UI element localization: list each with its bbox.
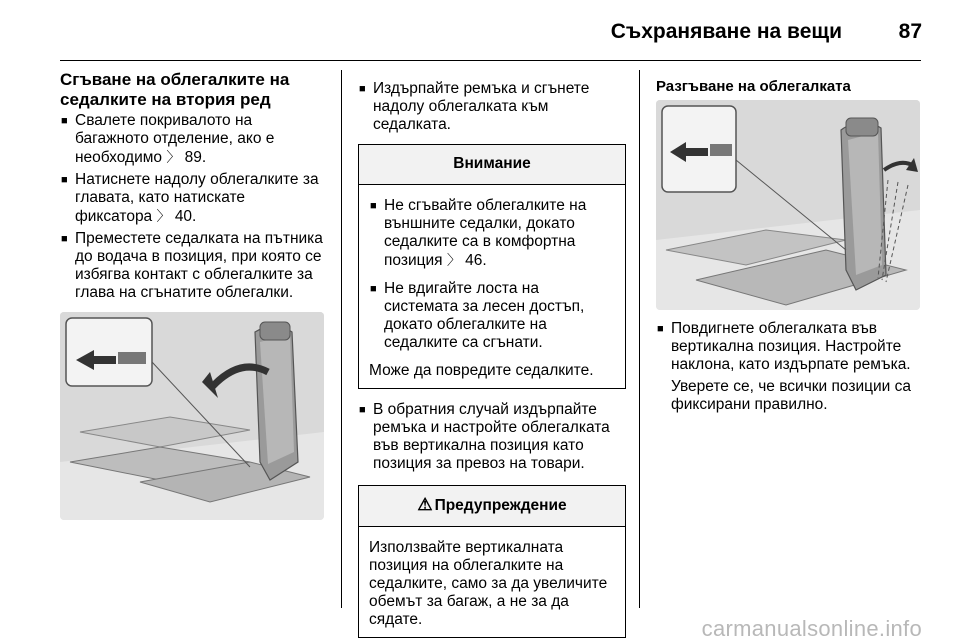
caution-heading: Внимание xyxy=(359,145,625,185)
seat-unfold-icon xyxy=(656,100,920,310)
instruction-list xyxy=(358,80,626,134)
caution-body xyxy=(359,185,625,388)
section-subtitle: Разгъване на облегалката xyxy=(656,78,851,95)
page-ref-icon: 〉 xyxy=(446,252,461,268)
list-item: ■ Повдигнете облегалката във вертикална позиция. Настройте наклона, като издърпате ремъка. xyxy=(656,320,924,374)
item-text: Не сгъвайте облегалките на външните седалки, докато седалките са в комфортна позиция xyxy=(384,197,587,269)
page-number: 87 xyxy=(898,20,922,43)
seat-fold-illustration xyxy=(60,312,324,520)
list-item xyxy=(60,171,326,226)
warning-body xyxy=(359,527,625,637)
column-2 xyxy=(358,80,626,638)
page-ref-icon: 〉 xyxy=(166,149,181,165)
instruction-list xyxy=(656,320,924,374)
warning-box xyxy=(358,485,626,638)
caution-list xyxy=(369,197,615,352)
column-3 xyxy=(656,78,924,414)
list-item xyxy=(60,230,326,302)
list-item: ■ Издърпайте ремъка и сгънете надолу облегалката към седалката. xyxy=(358,80,626,134)
caution-footer: Може да повредите седалките. xyxy=(369,362,594,379)
page-ref[interactable]: 40. xyxy=(174,208,197,225)
warning-heading xyxy=(359,486,625,527)
column-1 xyxy=(60,70,326,520)
watermark-site: carmanualsonline.info xyxy=(701,616,922,641)
column-divider xyxy=(341,70,342,608)
page-ref-icon: 〉 xyxy=(156,208,171,224)
page-ref[interactable]: 46. xyxy=(465,252,487,269)
page-header xyxy=(0,0,960,60)
item-text: Натиснете надолу облегалките за главата, като натискате фиксатора xyxy=(75,171,319,225)
warning-heading-text: Предупреждение xyxy=(434,497,567,514)
caution-box xyxy=(358,144,626,389)
seat-unfold-illustration xyxy=(656,100,920,310)
warning-triangle-icon: ⚠ xyxy=(417,495,433,514)
note-text: Уверете се, че всички позиции са фиксирани правилно. xyxy=(671,378,911,413)
page-ref[interactable]: 89. xyxy=(184,149,207,166)
list-item xyxy=(60,112,326,167)
item-text: Не вдигайте лоста на системата за лесен достъп, докато облегалките на седалките са сгънати. xyxy=(384,280,585,351)
column-divider xyxy=(639,70,640,608)
header-rule xyxy=(60,60,921,61)
list-item xyxy=(369,280,615,352)
page-title: Съхраняване на вещи xyxy=(610,20,842,43)
seat-fold-icon xyxy=(60,312,324,520)
item-text: Свалете покривалото на багажното отделение, ако е необходимо xyxy=(75,112,275,166)
list-item: ■ В обратния случай издърпайте ремъка и настройте облегалката във вертикална позиция като позиция за превоз на товари. xyxy=(358,401,626,473)
item-text: Преместете седалката на пътника до водача в позиция, при която се избягва контакт с облегалките за глава на сгънатите облегалки. xyxy=(75,230,323,301)
warning-text: Използвайте вертикалната позиция на облегалките на седалките, само за да увеличите обемът за багаж, а не за да сядате. xyxy=(369,539,608,628)
instruction-list xyxy=(358,401,626,473)
section-title: Сгъване на облегалките на седалките на втория ред xyxy=(60,70,290,109)
instruction-list xyxy=(60,112,326,302)
list-item xyxy=(369,197,615,270)
